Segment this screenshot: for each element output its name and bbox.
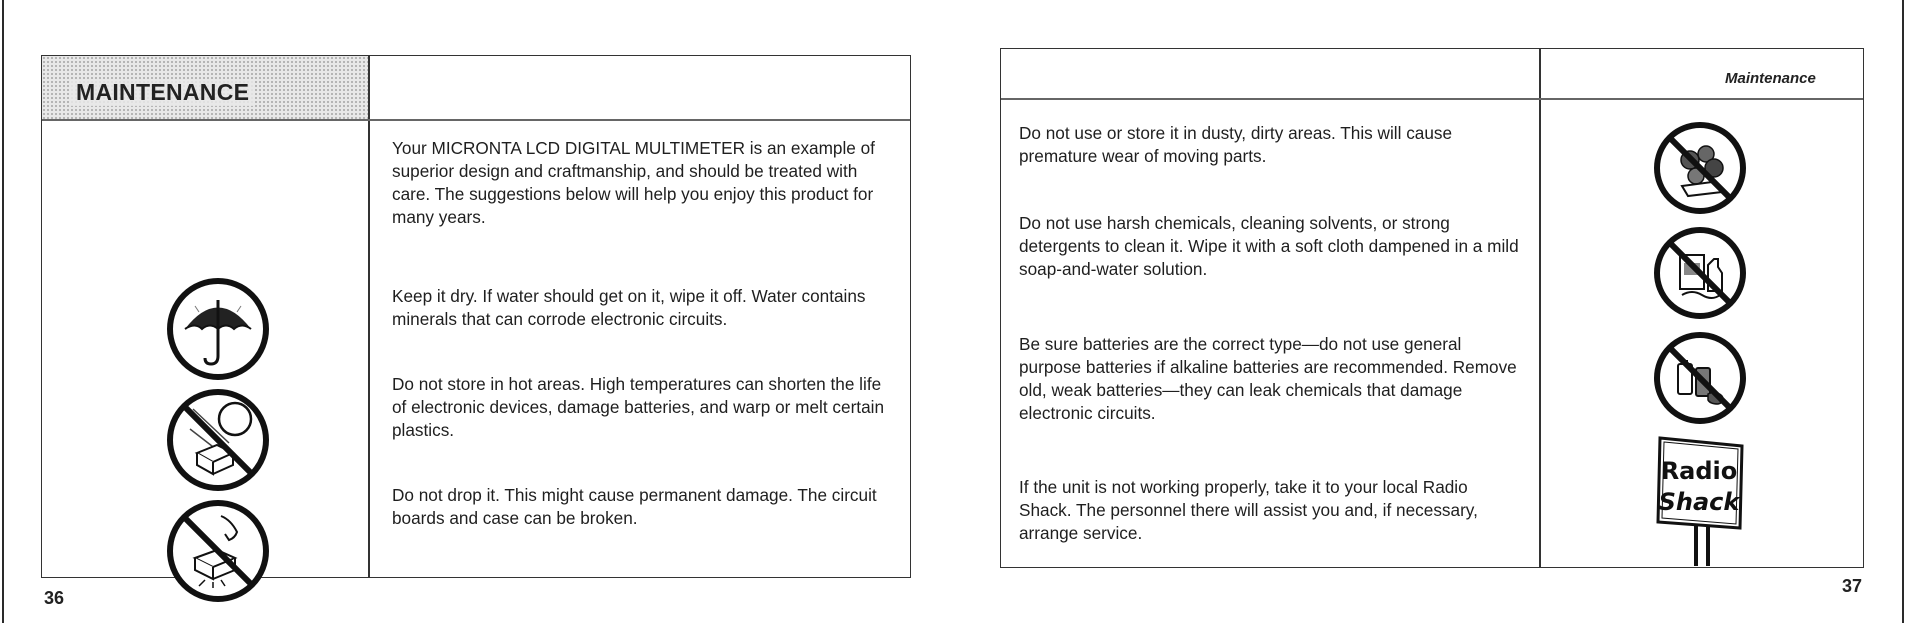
- intro-paragraph: Your MICRONTA LCD DIGITAL MULTIMETER is an example of superior design and craftmanship, and should be treated with care. The suggestions below will help you enjoy this product for many years.: [392, 138, 875, 227]
- no-old-batteries-icon: [1652, 330, 1748, 426]
- page-number-right: 37: [1842, 576, 1863, 596]
- keep-dry-paragraph: Keep it dry. If water should get on it, wipe it off. Water contains minerals that can corrode electronic circuits.: [392, 286, 866, 329]
- section-header-box: [42, 56, 368, 119]
- sign-text-line-2: Shack: [1658, 488, 1740, 516]
- page-edge-mark: [2, 0, 4, 623]
- section-title: MAINTENANCE: [70, 79, 255, 106]
- header-rule: [1001, 98, 1863, 100]
- column-divider: [368, 56, 370, 577]
- page-edge-mark: [1902, 0, 1904, 623]
- running-head: Maintenance: [1725, 70, 1816, 87]
- umbrella-icon: [165, 276, 271, 382]
- batteries-paragraph: Be sure batteries are the correct type—do not use general purpose batteries if alkaline batteries are recommended. Remove old, weak batteries—they can leak chemicals that damage electronic circuits.: [1019, 334, 1517, 423]
- no-heat-paragraph: Do not store in hot areas. High temperatures can shorten the life of electronic devices, damage batteries, and warp or melt certain plastics.: [392, 374, 885, 440]
- no-drop-icon: [165, 498, 271, 604]
- column-divider: [1539, 49, 1541, 567]
- no-drop-paragraph: Do not drop it. This might cause permanent damage. The circuit boards and case can be broken.: [392, 485, 877, 528]
- no-dust-icon: [1652, 120, 1748, 216]
- service-paragraph: If the unit is not working properly, take it to your local Radio Shack. The personnel there will assist you and, if necessary, arrange service.: [1019, 477, 1478, 543]
- no-heat-icon: [165, 387, 271, 493]
- sign-text-line-1: Radio: [1660, 457, 1738, 485]
- no-chemicals-paragraph: Do not use harsh chemicals, cleaning solvents, or strong detergents to clean it. Wipe it with a soft cloth dampened in a mild soap-and-water solution.: [1019, 213, 1519, 279]
- radio-shack-sign-icon: [1654, 432, 1746, 568]
- no-chemicals-icon: [1652, 225, 1748, 321]
- no-dust-paragraph: Do not use or store it in dusty, dirty areas. This will cause premature wear of moving parts.: [1019, 123, 1453, 166]
- header-rule: [42, 119, 910, 121]
- page-number-left: 36: [44, 588, 65, 608]
- right-page: [954, 0, 1908, 623]
